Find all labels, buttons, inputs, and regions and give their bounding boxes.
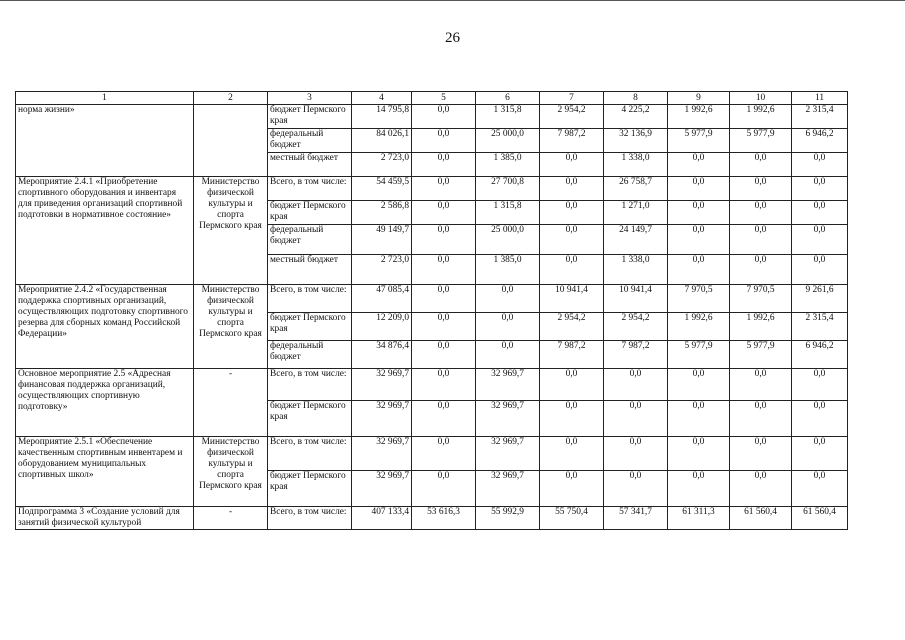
amount-cell: 0,0 [412, 285, 476, 313]
amount-cell: 0,0 [792, 225, 848, 255]
amount-cell: 407 133,4 [352, 507, 412, 530]
amount-cell: 0,0 [792, 153, 848, 177]
amount-cell: 10 941,4 [604, 285, 668, 313]
amount-cell: 32 136,9 [604, 129, 668, 153]
amount-cell: 1 992,6 [730, 313, 792, 341]
amount-cell: 0,0 [412, 369, 476, 401]
amount-cell: 6 946,2 [792, 341, 848, 369]
amount-cell: 0,0 [668, 437, 730, 471]
amount-cell: 4 225,2 [604, 105, 668, 129]
amount-cell: 10 941,4 [540, 285, 604, 313]
amount-cell: 27 700,8 [476, 177, 540, 201]
funding-source-cell: Всего, в том числе: [268, 369, 352, 401]
measure-name-cell: Подпрограмма 3 «Создание условий для занятий физической культурой [16, 507, 194, 530]
amount-cell: 0,0 [668, 401, 730, 437]
amount-cell: 0,0 [540, 153, 604, 177]
amount-cell: 9 261,6 [792, 285, 848, 313]
funding-source-cell: бюджет Пермского края [268, 105, 352, 129]
amount-cell: 47 085,4 [352, 285, 412, 313]
amount-cell: 5 977,9 [730, 129, 792, 153]
amount-cell: 57 341,7 [604, 507, 668, 530]
column-header: 6 [476, 92, 540, 105]
amount-cell: 1 992,6 [668, 313, 730, 341]
funding-source-cell: местный бюджет [268, 153, 352, 177]
amount-cell: 1 315,8 [476, 201, 540, 225]
amount-cell: 0,0 [540, 401, 604, 437]
amount-cell: 0,0 [668, 153, 730, 177]
amount-cell: 55 750,4 [540, 507, 604, 530]
amount-cell: 6 946,2 [792, 129, 848, 153]
amount-cell: 1 992,6 [730, 105, 792, 129]
amount-cell: 0,0 [668, 177, 730, 201]
amount-cell: 53 616,3 [412, 507, 476, 530]
measure-name-cell: Мероприятие 2.5.1 «Обеспечение качественным спортивным инвентарем и оборудованием муниципальных спортивных школ» [16, 437, 194, 507]
executor-cell: Министерство физической культуры и спорта Пермского края [194, 285, 268, 369]
amount-cell: 2 954,2 [604, 313, 668, 341]
amount-cell: 32 969,7 [352, 369, 412, 401]
table-row [16, 437, 848, 471]
amount-cell: 0,0 [730, 153, 792, 177]
amount-cell: 0,0 [792, 201, 848, 225]
amount-cell: 0,0 [412, 341, 476, 369]
measure-name-cell: Основное мероприятие 2.5 «Адресная финансовая поддержка организаций, осуществляющих спортивную подготовку» [16, 369, 194, 437]
amount-cell: 0,0 [668, 225, 730, 255]
table-row [16, 285, 848, 313]
column-header: 8 [604, 92, 668, 105]
executor-cell: Министерство физической культуры и спорта Пермского края [194, 177, 268, 285]
funding-source-cell: бюджет Пермского края [268, 313, 352, 341]
amount-cell: 0,0 [730, 201, 792, 225]
column-header: 1 [16, 92, 194, 105]
amount-cell: 2 315,4 [792, 105, 848, 129]
executor-cell: - [194, 369, 268, 437]
amount-cell: 0,0 [412, 105, 476, 129]
amount-cell: 0,0 [540, 177, 604, 201]
amount-cell: 0,0 [792, 369, 848, 401]
amount-cell: 1 338,0 [604, 153, 668, 177]
funding-source-cell: Всего, в том числе: [268, 177, 352, 201]
funding-source-cell: бюджет Пермского края [268, 401, 352, 437]
amount-cell: 2 723,0 [352, 255, 412, 285]
amount-cell: 0,0 [730, 401, 792, 437]
funding-source-cell: федеральный бюджет [268, 129, 352, 153]
table-row [16, 369, 848, 401]
amount-cell: 0,0 [792, 401, 848, 437]
table-row [16, 177, 848, 201]
funding-source-cell: бюджет Пермского края [268, 201, 352, 225]
amount-cell: 2 723,0 [352, 153, 412, 177]
amount-cell: 25 000,0 [476, 225, 540, 255]
amount-cell: 0,0 [476, 313, 540, 341]
amount-cell: 12 209,0 [352, 313, 412, 341]
amount-cell: 32 969,7 [352, 401, 412, 437]
funding-source-cell: Всего, в том числе: [268, 437, 352, 471]
amount-cell: 7 970,5 [730, 285, 792, 313]
amount-cell: 0,0 [540, 369, 604, 401]
amount-cell: 0,0 [792, 177, 848, 201]
amount-cell: 1 338,0 [604, 255, 668, 285]
funding-source-cell: федеральный бюджет [268, 341, 352, 369]
amount-cell: 1 315,8 [476, 105, 540, 129]
amount-cell: 0,0 [604, 369, 668, 401]
column-header: 7 [540, 92, 604, 105]
column-header: 11 [792, 92, 848, 105]
amount-cell: 61 560,4 [730, 507, 792, 530]
measure-name-cell: норма жизни» [16, 105, 194, 177]
amount-cell: 0,0 [730, 369, 792, 401]
amount-cell: 0,0 [412, 129, 476, 153]
amount-cell: 0,0 [792, 437, 848, 471]
amount-cell: 0,0 [476, 285, 540, 313]
amount-cell: 0,0 [730, 471, 792, 507]
amount-cell: 1 385,0 [476, 255, 540, 285]
amount-cell: 14 795,8 [352, 105, 412, 129]
amount-cell: 0,0 [792, 255, 848, 285]
amount-cell: 5 977,9 [668, 341, 730, 369]
amount-cell: 0,0 [540, 437, 604, 471]
amount-cell: 0,0 [730, 177, 792, 201]
executor-cell [194, 105, 268, 177]
column-header-row [16, 92, 848, 105]
amount-cell: 1 992,6 [668, 105, 730, 129]
amount-cell: 0,0 [668, 369, 730, 401]
amount-cell: 49 149,7 [352, 225, 412, 255]
amount-cell: 7 987,2 [604, 341, 668, 369]
amount-cell: 34 876,4 [352, 341, 412, 369]
funding-source-cell: местный бюджет [268, 255, 352, 285]
amount-cell: 0,0 [604, 437, 668, 471]
amount-cell: 0,0 [540, 225, 604, 255]
amount-cell: 61 560,4 [792, 507, 848, 530]
amount-cell: 0,0 [476, 341, 540, 369]
funding-source-cell: бюджет Пермского края [268, 471, 352, 507]
measure-name-cell: Мероприятие 2.4.2 «Государственная поддержка спортивных организаций, осуществляющих подготовку спортивного резерва для сборных команд Российской Федерации» [16, 285, 194, 369]
table-row [16, 507, 848, 530]
table-row [16, 105, 848, 129]
amount-cell: 61 311,3 [668, 507, 730, 530]
amount-cell: 0,0 [412, 437, 476, 471]
amount-cell: 7 987,2 [540, 129, 604, 153]
amount-cell: 0,0 [668, 201, 730, 225]
amount-cell: 2 586,8 [352, 201, 412, 225]
funding-source-cell: федеральный бюджет [268, 225, 352, 255]
page-top-border [0, 0, 905, 1]
amount-cell: 5 977,9 [730, 341, 792, 369]
amount-cell: 32 969,7 [352, 471, 412, 507]
amount-cell: 0,0 [604, 401, 668, 437]
amount-cell: 2 315,4 [792, 313, 848, 341]
amount-cell: 32 969,7 [476, 437, 540, 471]
column-header: 4 [352, 92, 412, 105]
funding-source-cell: Всего, в том числе: [268, 507, 352, 530]
amount-cell: 0,0 [412, 313, 476, 341]
amount-cell: 32 969,7 [476, 401, 540, 437]
amount-cell: 5 977,9 [668, 129, 730, 153]
amount-cell: 1 385,0 [476, 153, 540, 177]
amount-cell: 0,0 [730, 255, 792, 285]
amount-cell: 1 271,0 [604, 201, 668, 225]
amount-cell: 26 758,7 [604, 177, 668, 201]
amount-cell: 0,0 [668, 255, 730, 285]
amount-cell: 2 954,2 [540, 313, 604, 341]
amount-cell: 54 459,5 [352, 177, 412, 201]
amount-cell: 2 954,2 [540, 105, 604, 129]
amount-cell: 0,0 [540, 201, 604, 225]
amount-cell: 84 026,1 [352, 129, 412, 153]
amount-cell: 0,0 [540, 255, 604, 285]
amount-cell: 0,0 [412, 201, 476, 225]
page-number: 26 [445, 30, 460, 46]
column-header: 10 [730, 92, 792, 105]
amount-cell: 0,0 [730, 437, 792, 471]
amount-cell: 0,0 [412, 153, 476, 177]
amount-cell: 32 969,7 [352, 437, 412, 471]
amount-cell: 32 969,7 [476, 471, 540, 507]
amount-cell: 55 992,9 [476, 507, 540, 530]
amount-cell: 25 000,0 [476, 129, 540, 153]
column-header: 9 [668, 92, 730, 105]
amount-cell: 32 969,7 [476, 369, 540, 401]
amount-cell: 0,0 [412, 255, 476, 285]
budget-table [15, 91, 848, 530]
amount-cell: 0,0 [412, 471, 476, 507]
amount-cell: 0,0 [412, 401, 476, 437]
amount-cell: 0,0 [730, 225, 792, 255]
amount-cell: 24 149,7 [604, 225, 668, 255]
amount-cell: 7 970,5 [668, 285, 730, 313]
amount-cell: 0,0 [540, 471, 604, 507]
column-header: 3 [268, 92, 352, 105]
amount-cell: 0,0 [412, 225, 476, 255]
executor-cell: - [194, 507, 268, 530]
amount-cell: 7 987,2 [540, 341, 604, 369]
funding-source-cell: Всего, в том числе: [268, 285, 352, 313]
amount-cell: 0,0 [668, 471, 730, 507]
amount-cell: 0,0 [604, 471, 668, 507]
column-header: 2 [194, 92, 268, 105]
column-header: 5 [412, 92, 476, 105]
executor-cell: Министерство физической культуры и спорта Пермского края [194, 437, 268, 507]
amount-cell: 0,0 [412, 177, 476, 201]
amount-cell: 0,0 [792, 471, 848, 507]
measure-name-cell: Мероприятие 2.4.1 «Приобретение спортивного оборудования и инвентаря для приведения организаций спортивной подготовки в нормативное состояние» [16, 177, 194, 285]
